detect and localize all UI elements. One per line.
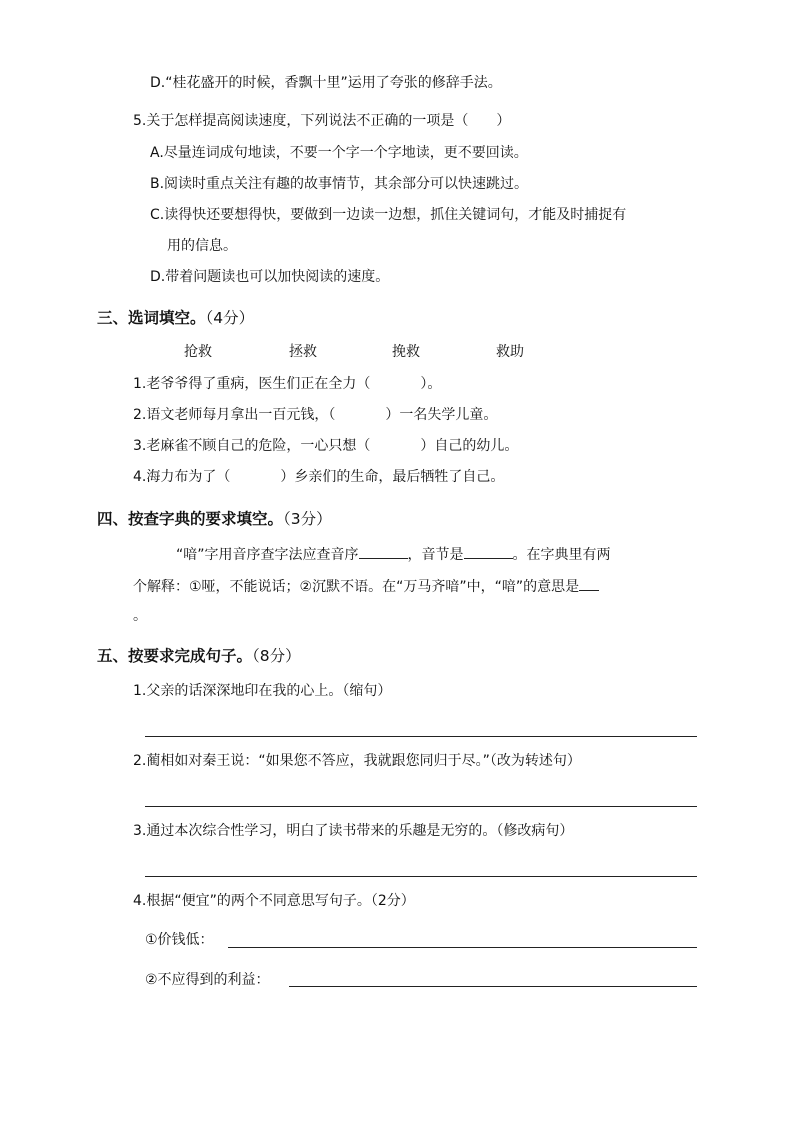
section5-score: （8分） (252, 647, 301, 665)
section4-para-line2: 个解释：①哑，不能说话；②沉默不语。在“万马齐喑”中，“喑”的意思是 (133, 575, 599, 597)
q5-option-c-line2: 用的信息。 (167, 238, 237, 254)
answer-line[interactable] (289, 986, 697, 987)
q5-option-b: B.阅读时重点关注有趣的故事情节，其余部分可以快速跳过。 (150, 176, 529, 192)
word-bank-item: 抢救 (184, 344, 212, 360)
answer-line[interactable] (145, 876, 697, 877)
word-bank-item: 拯救 (289, 344, 317, 360)
word-bank (0, 342, 794, 362)
meaning-1-label: ①价钱低： (145, 932, 214, 948)
section3-item-1: 1.老爷爷得了重病，医生们正在全力（ ）。 (133, 376, 442, 392)
section3-heading (97, 308, 254, 328)
q5-option-c-line1: C.读得快还要想得快，要做到一边读一边想，抓住关键词句，才能及时捕捉有 (150, 207, 627, 223)
q5-question: 5.关于怎样提高阅读速度，下列说法不正确的一项是（ ） (133, 113, 511, 129)
section4-title: 四、按查字典的要求填空。 (97, 510, 284, 528)
word-bank-item: 挽救 (392, 344, 420, 360)
answer-blank-meaning[interactable] (579, 575, 599, 591)
section5-item-4: 4.根据“便宜”的两个不同意思写句子。（2分） (133, 893, 415, 909)
q5-option-a: A.尽量连词成句地读，不要一个字一个字地读，更不要回读。 (150, 145, 528, 161)
answer-line[interactable] (145, 806, 697, 807)
section3-item-2: 2.语文老师每月拿出一百元钱，（ ）一名失学儿童。 (133, 407, 498, 423)
answer-line[interactable] (228, 947, 697, 948)
section4-heading (97, 509, 332, 529)
section5-title: 五、按要求完成句子。 (97, 647, 253, 665)
q5-option-d: D.带着问题读也可以加快阅读的速度。 (150, 269, 390, 285)
section5-item-3: 3.通过本次综合性学习，明白了读书带来的乐趣是无穷的。（修改病句） (133, 823, 574, 839)
section5-item-2: 2.蔺相如对秦王说：“如果您不答应，我就跟您同归于尽。”（改为转述句） (133, 753, 581, 769)
section4-para-line3: 。 (133, 608, 147, 624)
section3-title: 三、选词填空。 (97, 309, 206, 327)
section4-para-line1: “喑”字用音序查字法应查音序 ，音节是 。在字典里有两 (176, 543, 611, 565)
q4-option-d: D.“桂花盛开的时候，香飘十里”运用了夸张的修辞手法。 (150, 75, 502, 91)
answer-blank-letter[interactable] (359, 543, 408, 559)
meaning-2-label: ②不应得到的利益： (145, 972, 270, 988)
section3-score: （4分） (205, 309, 255, 327)
section4-score: （3分） (283, 510, 332, 528)
section3-item-4: 4.海力布为了（ ）乡亲们的生命，最后牺牲了自己。 (133, 469, 505, 485)
section5-item-1: 1.父亲的话深深地印在我的心上。（缩句） (133, 683, 392, 699)
word-bank-item: 救助 (496, 344, 524, 360)
answer-line[interactable] (145, 736, 697, 737)
section3-item-3: 3.老麻雀不顾自己的危险，一心只想（ ）自己的幼儿。 (133, 438, 519, 454)
section5-heading (97, 646, 301, 666)
answer-blank-syllable[interactable] (464, 543, 513, 559)
